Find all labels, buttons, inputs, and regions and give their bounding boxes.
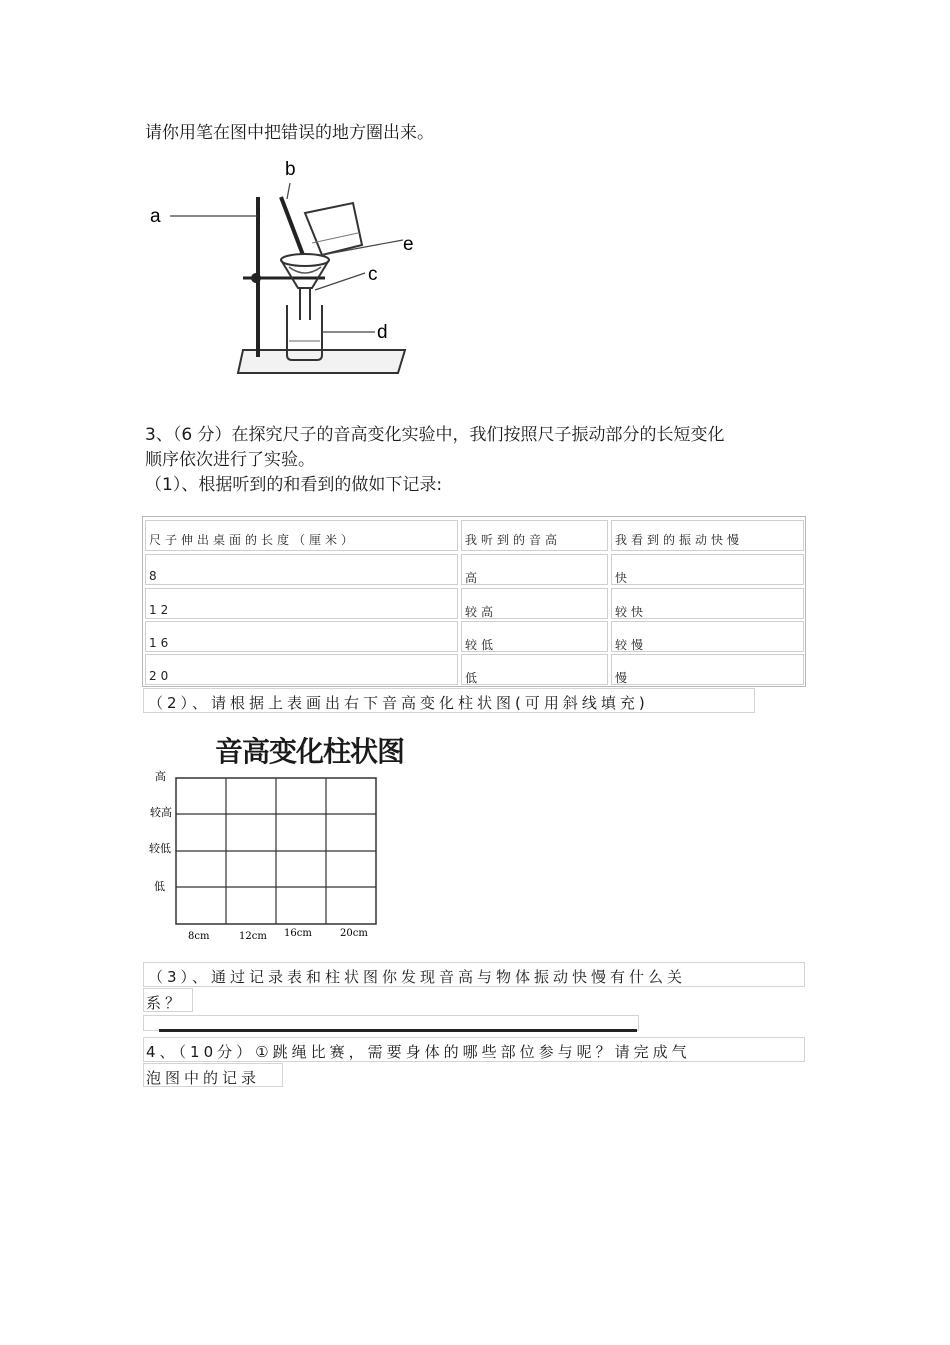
table-header: 我听到的音高 xyxy=(461,520,608,551)
table-cell: 较高 xyxy=(461,588,608,619)
q4-line2: 泡图中的记录 xyxy=(146,1069,261,1087)
answer-line-box xyxy=(143,1015,639,1031)
q3-part3-box xyxy=(143,962,805,987)
q3-line1: 3、（6 分）在探究尺子的音高变化实验中，我们按照尺子振动部分的长短变化 xyxy=(145,425,725,445)
y-tick-label: 较低 xyxy=(149,842,171,855)
q3-line2: 顺序依次进行了实验。 xyxy=(145,450,315,470)
table-cell: 16 xyxy=(145,621,458,652)
label-d: d xyxy=(377,322,388,343)
pitch-bar-chart-grid xyxy=(140,760,390,950)
table-cell: 8 xyxy=(145,554,458,585)
x-tick-label: 16cm xyxy=(284,928,312,939)
filtration-apparatus-diagram xyxy=(140,155,440,385)
q3-part1: （1）、根据听到的和看到的做如下记录: xyxy=(145,475,443,495)
label-b: b xyxy=(285,159,296,180)
q4-box2 xyxy=(143,1063,283,1087)
q3-part3-box2 xyxy=(143,988,193,1012)
table-cell: 高 xyxy=(461,554,608,585)
q4-box xyxy=(143,1037,805,1062)
x-tick-label: 8cm xyxy=(188,931,210,942)
table-cell: 快 xyxy=(611,554,804,585)
x-tick-label: 20cm xyxy=(340,928,368,939)
answer-line xyxy=(159,1029,637,1032)
table-cell: 慢 xyxy=(611,654,804,685)
table-cell: 20 xyxy=(145,654,458,685)
label-c: c xyxy=(368,264,378,285)
record-table xyxy=(142,516,806,687)
q3-part3-line1: （3）、通过记录表和柱状图你发现音高与物体振动快慢有什么关 xyxy=(148,968,687,986)
label-a: a xyxy=(150,206,161,227)
label-e: e xyxy=(403,234,414,255)
q3-part3-line2: 系？ xyxy=(146,994,185,1012)
table-cell: 12 xyxy=(145,588,458,619)
q3-part2-box xyxy=(143,688,755,713)
table-header: 尺子伸出桌面的长度（厘米） xyxy=(145,520,458,551)
table-cell: 较低 xyxy=(461,621,608,652)
table-cell: 低 xyxy=(461,654,608,685)
q4-line1: 4、（10分）①跳绳比赛，需要身体的哪些部位参与呢？请完成气 xyxy=(146,1043,691,1061)
table-header: 我看到的振动快慢 xyxy=(611,520,804,551)
table-cell: 较快 xyxy=(611,588,804,619)
y-tick-label: 高 xyxy=(155,770,166,783)
y-tick-label: 较高 xyxy=(150,806,172,819)
table-cell: 较慢 xyxy=(611,621,804,652)
chart-title: 音高变化柱状图 xyxy=(215,735,405,768)
x-tick-label: 12cm xyxy=(239,931,267,942)
intro-instruction: 请你用笔在图中把错误的地方圈出来。 xyxy=(145,123,434,143)
y-tick-label: 低 xyxy=(154,880,165,893)
q3-part2: （2）、请根据上表画出右下音高变化柱状图(可用斜线填充) xyxy=(148,694,649,712)
